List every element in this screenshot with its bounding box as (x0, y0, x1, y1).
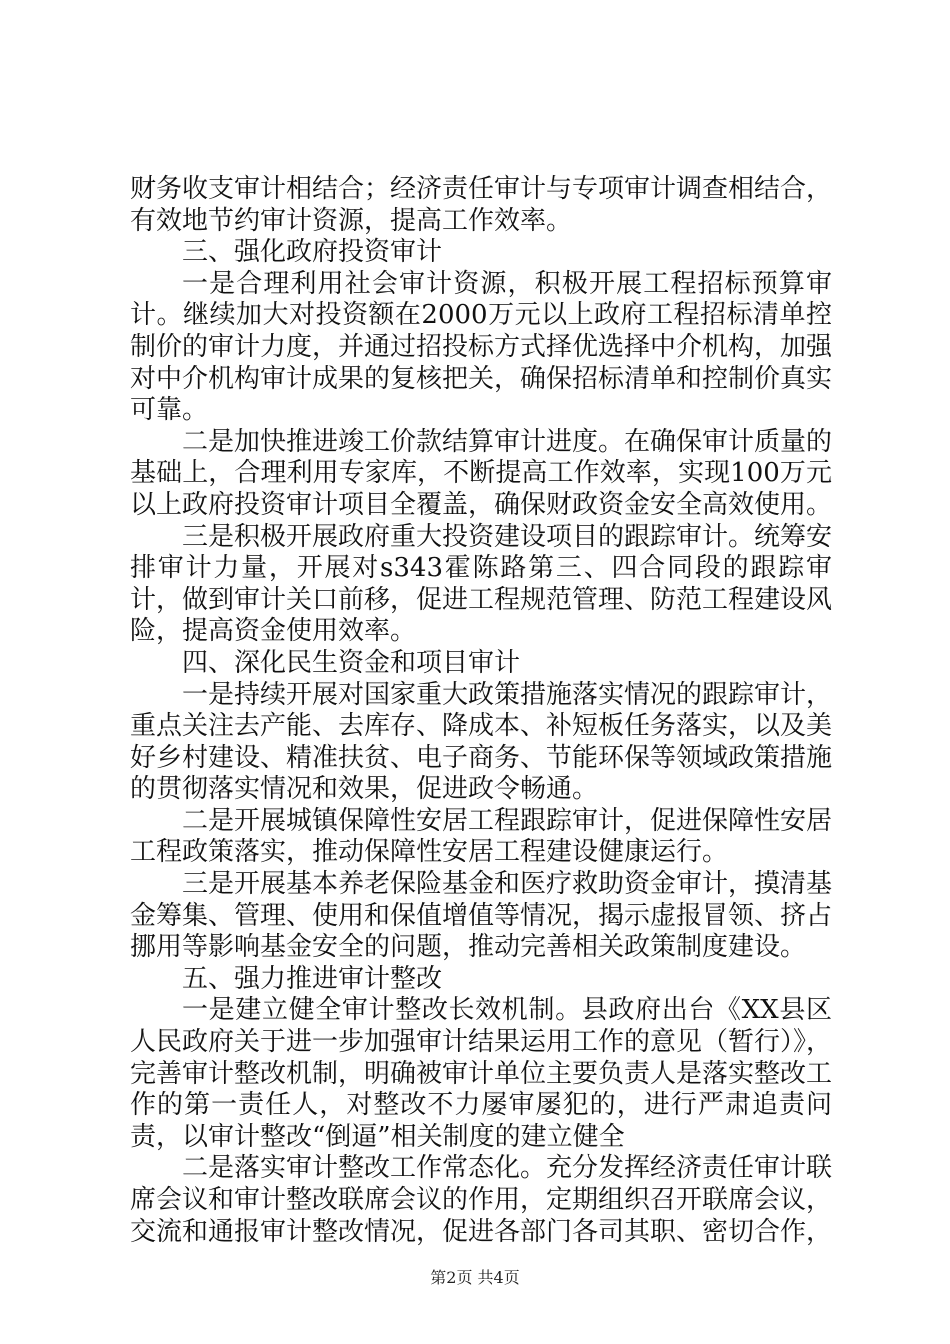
paragraph: 一是合理利用社会审计资源，积极开展工程招标预算审计。继续加大对投资额在2000万元以上政府工程招标清单控制价的审计力度，并通过招投标方式择优选择中介机构，加强对中介机构审计成果的复核把关，确保招标清单和控制价真实可靠。 (130, 268, 833, 426)
page-number: 第2页 共4页 (430, 1268, 520, 1287)
document-body (130, 174, 832, 1248)
paragraph-continuation: 财务收支审计相结合；经济责任审计与专项审计调查相结合，有效地节约审计资源，提高工作效率。 (130, 174, 833, 236)
paragraph: 三是积极开展政府重大投资建设项目的跟踪审计。统筹安排审计力量，开展对s343霍陈路第三、四合同段的跟踪审计，做到审计关口前移，促进工程规范管理、防范工程建设风险，提高资金使用效率。 (130, 521, 833, 647)
section-heading-5: 五、强力推进审计整改 (182, 963, 443, 994)
paragraph: 二是开展城镇保障性安居工程跟踪审计，促进保障性安居工程政策落实，推动保障性安居工程建设健康运行。 (130, 805, 833, 868)
section-heading-3: 三、强化政府投资审计 (182, 237, 443, 268)
paragraph: 二是落实审计整改工作常态化。充分发挥经济责任审计联席会议和审计整改联席会议的作用，定期组织召开联席会议，交流和通报审计整改情况，促进各部门各司其职、密切合作， (130, 1153, 833, 1247)
paragraph: 一是持续开展对国家重大政策措施落实情况的跟踪审计，重点关注去产能、去库存、降成本、补短板任务落实，以及美好乡村建设、精准扶贫、电子商务、节能环保等领域政策措施的贯彻落实情况和效果，促进政令畅通。 (130, 679, 833, 805)
section-heading-4: 四、深化民生资金和项目审计 (182, 647, 521, 678)
paragraph: 一是建立健全审计整改长效机制。县政府出台《XX县区人民政府关于进一步加强审计结果运用工作的意见（暂行）》，完善审计整改机制，明确被审计单位主要负责人是落实整改工作的第一责任人，对整改不力屡审屡犯的，进行严肃追责问责，以审计整改“倒逼”相关制度的建立健全 (130, 995, 833, 1152)
paragraph: 三是开展基本养老保险基金和医疗救助资金审计，摸清基金筹集、管理、使用和保值增值等情况，揭示虚报冒领、挤占挪用等影响基金安全的问题，推动完善相关政策制度建设。 (130, 869, 833, 963)
paragraph: 二是加快推进竣工价款结算审计进度。在确保审计质量的基础上，合理利用专家库，不断提高工作效率，实现100万元以上政府投资审计项目全覆盖，确保财政资金安全高效使用。 (130, 426, 833, 520)
